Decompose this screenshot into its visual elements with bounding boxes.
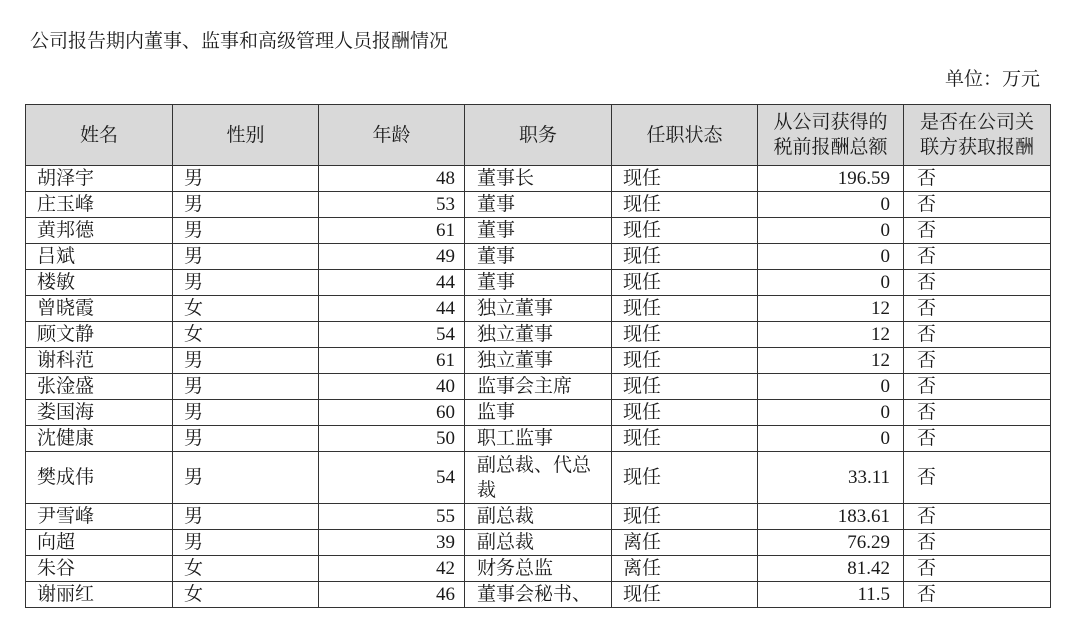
cell-status: 现任 — [612, 348, 758, 374]
cell-name: 黄邦德 — [26, 218, 173, 244]
header-status — [612, 105, 758, 166]
cell-age: 39 — [319, 530, 465, 556]
cell-name: 尹雪峰 — [26, 504, 173, 530]
cell-status: 现任 — [612, 582, 758, 608]
header-age-text: 年龄 — [372, 124, 411, 146]
header-related-text: 是否在公司关联方获取报酬 — [919, 112, 1034, 158]
compensation-table — [25, 104, 1051, 608]
cell-gender: 男 — [173, 426, 319, 452]
cell-age: 61 — [319, 348, 465, 374]
position-text: 监事 — [477, 402, 516, 423]
header-gender-text: 性别 — [226, 124, 265, 146]
header-gender — [173, 105, 319, 166]
cell-age: 42 — [319, 556, 465, 582]
cell-related: 否 — [904, 400, 1051, 426]
cell-position — [465, 244, 612, 270]
header-position — [465, 105, 612, 166]
cell-pay: 0 — [758, 426, 904, 452]
cell-pay: 0 — [758, 244, 904, 270]
table-row — [26, 218, 1051, 244]
cell-status: 离任 — [612, 556, 758, 582]
cell-name: 楼敏 — [26, 270, 173, 296]
table-row — [26, 582, 1051, 608]
cell-age: 44 — [319, 296, 465, 322]
cell-related: 否 — [904, 426, 1051, 452]
cell-age: 50 — [319, 426, 465, 452]
header-status-text: 任职状态 — [646, 124, 723, 146]
cell-status: 现任 — [612, 270, 758, 296]
cell-position — [465, 296, 612, 322]
cell-position — [465, 400, 612, 426]
cell-gender: 男 — [173, 400, 319, 426]
cell-related: 否 — [904, 244, 1051, 270]
header-pay-text: 从公司获得的税前报酬总额 — [773, 112, 888, 158]
cell-age: 48 — [319, 166, 465, 192]
cell-related: 否 — [904, 218, 1051, 244]
position-text: 董事 — [477, 272, 516, 293]
table-row — [26, 296, 1051, 322]
cell-position — [465, 218, 612, 244]
table-row — [26, 504, 1051, 530]
position-text: 董事 — [477, 246, 516, 267]
position-text: 董事长 — [477, 168, 535, 189]
cell-related: 否 — [904, 556, 1051, 582]
cell-pay: 0 — [758, 400, 904, 426]
cell-pay: 33.11 — [758, 452, 904, 504]
table-row — [26, 452, 1051, 504]
cell-related: 否 — [904, 530, 1051, 556]
cell-related: 否 — [904, 192, 1051, 218]
position-text: 独立董事 — [477, 324, 554, 345]
position-text: 董事 — [477, 194, 516, 215]
cell-gender: 男 — [173, 374, 319, 400]
cell-position — [465, 322, 612, 348]
table-row — [26, 348, 1051, 374]
cell-gender: 男 — [173, 504, 319, 530]
cell-pay: 81.42 — [758, 556, 904, 582]
cell-gender: 男 — [173, 218, 319, 244]
cell-gender: 女 — [173, 296, 319, 322]
cell-status: 现任 — [612, 322, 758, 348]
table-header-row — [26, 105, 1051, 166]
cell-position — [465, 582, 612, 608]
cell-status: 离任 — [612, 530, 758, 556]
cell-related: 否 — [904, 348, 1051, 374]
cell-pay: 0 — [758, 218, 904, 244]
table-row — [26, 244, 1051, 270]
position-text: 董事会秘书、 — [477, 584, 592, 605]
header-name — [26, 105, 173, 166]
cell-status: 现任 — [612, 504, 758, 530]
cell-name: 朱谷 — [26, 556, 173, 582]
cell-position — [465, 452, 612, 504]
cell-gender: 男 — [173, 348, 319, 374]
table-row — [26, 426, 1051, 452]
cell-gender: 女 — [173, 556, 319, 582]
cell-age: 54 — [319, 452, 465, 504]
cell-status: 现任 — [612, 374, 758, 400]
cell-gender: 女 — [173, 582, 319, 608]
position-text: 董事 — [477, 220, 516, 241]
cell-pay: 0 — [758, 192, 904, 218]
cell-age: 53 — [319, 192, 465, 218]
cell-position — [465, 530, 612, 556]
cell-status: 现任 — [612, 296, 758, 322]
cell-name: 曾晓霞 — [26, 296, 173, 322]
position-text: 监事会主席 — [477, 376, 573, 397]
cell-pay: 76.29 — [758, 530, 904, 556]
unit-label: 单位：万元 — [944, 69, 1040, 90]
cell-age: 54 — [319, 322, 465, 348]
header-name-text: 姓名 — [79, 124, 118, 146]
header-pay — [758, 105, 904, 166]
cell-pay: 12 — [758, 296, 904, 322]
cell-age: 60 — [319, 400, 465, 426]
cell-age: 40 — [319, 374, 465, 400]
cell-status: 现任 — [612, 426, 758, 452]
cell-related: 否 — [904, 166, 1051, 192]
document-title: 公司报告期内董事、监事和高级管理人员报酬情况 — [30, 31, 449, 52]
cell-related: 否 — [904, 582, 1051, 608]
cell-name: 谢丽红 — [26, 582, 173, 608]
position-text: 副总裁、代总裁 — [477, 454, 592, 501]
cell-position — [465, 270, 612, 296]
cell-related: 否 — [904, 296, 1051, 322]
cell-gender: 男 — [173, 166, 319, 192]
cell-name: 胡泽宇 — [26, 166, 173, 192]
cell-position — [465, 426, 612, 452]
cell-name: 顾文静 — [26, 322, 173, 348]
table-row — [26, 530, 1051, 556]
cell-status: 现任 — [612, 400, 758, 426]
cell-position — [465, 374, 612, 400]
cell-status: 现任 — [612, 192, 758, 218]
position-text: 副总裁 — [477, 532, 535, 553]
position-text: 副总裁 — [477, 506, 535, 527]
cell-name: 娄国海 — [26, 400, 173, 426]
cell-related: 否 — [904, 270, 1051, 296]
cell-status: 现任 — [612, 218, 758, 244]
position-text: 独立董事 — [477, 298, 554, 319]
cell-name: 向超 — [26, 530, 173, 556]
cell-age: 61 — [319, 218, 465, 244]
cell-pay: 12 — [758, 322, 904, 348]
position-text: 财务总监 — [477, 558, 554, 579]
header-related — [904, 105, 1051, 166]
cell-position — [465, 348, 612, 374]
cell-name: 沈健康 — [26, 426, 173, 452]
table-row — [26, 556, 1051, 582]
cell-pay: 196.59 — [758, 166, 904, 192]
cell-pay: 183.61 — [758, 504, 904, 530]
cell-name: 吕斌 — [26, 244, 173, 270]
cell-status: 现任 — [612, 244, 758, 270]
cell-gender: 男 — [173, 244, 319, 270]
cell-gender: 女 — [173, 322, 319, 348]
header-position-text: 职务 — [518, 124, 557, 146]
cell-pay: 11.5 — [758, 582, 904, 608]
cell-position — [465, 504, 612, 530]
cell-status: 现任 — [612, 166, 758, 192]
position-text: 独立董事 — [477, 350, 554, 371]
table-row — [26, 322, 1051, 348]
cell-related: 否 — [904, 374, 1051, 400]
cell-name: 庄玉峰 — [26, 192, 173, 218]
cell-gender: 男 — [173, 452, 319, 504]
cell-position — [465, 192, 612, 218]
table-row — [26, 270, 1051, 296]
cell-gender: 男 — [173, 530, 319, 556]
cell-gender: 男 — [173, 192, 319, 218]
cell-age: 46 — [319, 582, 465, 608]
cell-pay: 0 — [758, 270, 904, 296]
cell-name: 樊成伟 — [26, 452, 173, 504]
cell-name: 谢科范 — [26, 348, 173, 374]
cell-related: 否 — [904, 504, 1051, 530]
table-row — [26, 166, 1051, 192]
cell-age: 44 — [319, 270, 465, 296]
header-age — [319, 105, 465, 166]
table-row — [26, 192, 1051, 218]
cell-position — [465, 166, 612, 192]
cell-status: 现任 — [612, 452, 758, 504]
position-text: 职工监事 — [477, 428, 554, 449]
cell-pay: 12 — [758, 348, 904, 374]
cell-related: 否 — [904, 322, 1051, 348]
cell-name: 张淦盛 — [26, 374, 173, 400]
cell-gender: 男 — [173, 270, 319, 296]
cell-pay: 0 — [758, 374, 904, 400]
cell-age: 55 — [319, 504, 465, 530]
cell-position — [465, 556, 612, 582]
cell-related: 否 — [904, 452, 1051, 504]
cell-age: 49 — [319, 244, 465, 270]
table-row — [26, 374, 1051, 400]
table-row — [26, 400, 1051, 426]
